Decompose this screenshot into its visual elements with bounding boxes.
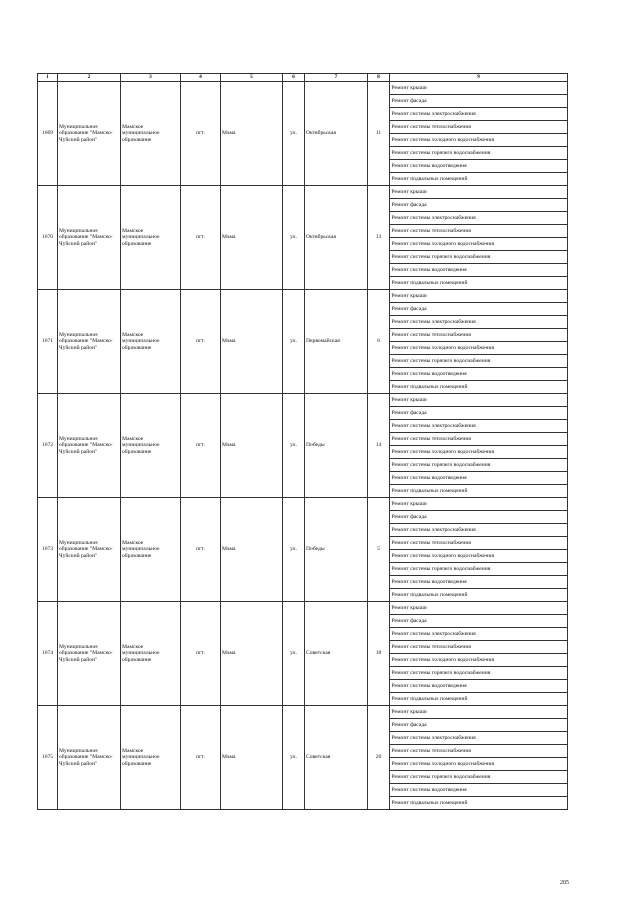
street-type-cell: ул. bbox=[283, 706, 305, 810]
work-type-cell: Ремонт системы теплоснабжения bbox=[390, 329, 568, 342]
work-type-cell: Ремонт системы водоотведения bbox=[390, 784, 568, 797]
work-type-cell: Ремонт системы электроснабжения bbox=[390, 524, 568, 537]
house-number-cell: 14 bbox=[368, 394, 390, 498]
locality-name-cell: Мама bbox=[221, 290, 283, 394]
work-type-cell: Ремонт подвальных помещений bbox=[390, 173, 568, 186]
municipality-cell: Муниципальное образование "Мамско-Чуйский район" bbox=[58, 290, 121, 394]
house-number-cell: 6 bbox=[368, 290, 390, 394]
settlement-cell: Мамское муниципальное образование bbox=[121, 186, 181, 290]
work-type-cell: Ремонт крыши bbox=[390, 186, 568, 199]
row-number-cell: 1672 bbox=[38, 394, 58, 498]
work-type-cell: Ремонт системы теплоснабжения bbox=[390, 537, 568, 550]
work-type-cell: Ремонт системы горячего водоснабжения bbox=[390, 771, 568, 784]
work-type-cell: Ремонт системы теплоснабжения bbox=[390, 121, 568, 134]
street-name-cell: Октябрьская bbox=[305, 82, 368, 186]
row-number-cell: 1673 bbox=[38, 498, 58, 602]
locality-name-cell: Мама bbox=[221, 706, 283, 810]
work-type-cell: Ремонт фасада bbox=[390, 95, 568, 108]
work-type-cell: Ремонт системы горячего водоснабжения bbox=[390, 355, 568, 368]
municipality-cell: Муниципальное образование "Мамско-Чуйский район" bbox=[58, 82, 121, 186]
work-type-cell: Ремонт подвальных помещений bbox=[390, 381, 568, 394]
work-type-cell: Ремонт системы водоотведения bbox=[390, 160, 568, 173]
street-name-cell: Победы bbox=[305, 394, 368, 498]
street-type-cell: ул. bbox=[283, 602, 305, 706]
table-row bbox=[38, 498, 568, 511]
work-type-cell: Ремонт системы холодного водоснабжения bbox=[390, 134, 568, 147]
work-type-cell: Ремонт фасада bbox=[390, 615, 568, 628]
settlement-cell: Мамское муниципальное образование bbox=[121, 498, 181, 602]
work-type-cell: Ремонт системы холодного водоснабжения bbox=[390, 238, 568, 251]
document-page bbox=[37, 73, 567, 808]
settlement-cell: Мамское муниципальное образование bbox=[121, 290, 181, 394]
locality-name-cell: Мама bbox=[221, 394, 283, 498]
street-type-cell: ул. bbox=[283, 82, 305, 186]
header-row bbox=[38, 74, 568, 82]
work-type-cell: Ремонт крыши bbox=[390, 394, 568, 407]
municipality-cell: Муниципальное образование "Мамско-Чуйский район" bbox=[58, 394, 121, 498]
header-col-9: 9 bbox=[390, 74, 568, 82]
work-type-cell: Ремонт фасада bbox=[390, 199, 568, 212]
header-col-5: 5 bbox=[221, 74, 283, 82]
work-type-cell: Ремонт подвальных помещений bbox=[390, 589, 568, 602]
work-type-cell: Ремонт системы горячего водоснабжения bbox=[390, 667, 568, 680]
table-row bbox=[38, 602, 568, 615]
table-row bbox=[38, 706, 568, 719]
street-name-cell: Октябрьская bbox=[305, 186, 368, 290]
work-type-cell: Ремонт системы горячего водоснабжения bbox=[390, 563, 568, 576]
table-row bbox=[38, 186, 568, 199]
page-number: 205 bbox=[560, 880, 569, 886]
street-type-cell: ул. bbox=[283, 186, 305, 290]
work-type-cell: Ремонт системы теплоснабжения bbox=[390, 641, 568, 654]
work-type-cell: Ремонт крыши bbox=[390, 498, 568, 511]
house-number-cell: 5 bbox=[368, 498, 390, 602]
work-type-cell: Ремонт системы горячего водоснабжения bbox=[390, 147, 568, 160]
work-type-cell: Ремонт системы холодного водоснабжения bbox=[390, 446, 568, 459]
settlement-cell: Мамское муниципальное образование bbox=[121, 602, 181, 706]
row-number-cell: 1674 bbox=[38, 602, 58, 706]
work-type-cell: Ремонт системы электроснабжения bbox=[390, 628, 568, 641]
header-col-4: 4 bbox=[181, 74, 221, 82]
table-body bbox=[38, 82, 568, 810]
municipality-cell: Муниципальное образование "Мамско-Чуйский район" bbox=[58, 186, 121, 290]
locality-type-cell: пгт. bbox=[181, 82, 221, 186]
work-type-cell: Ремонт крыши bbox=[390, 602, 568, 615]
work-type-cell: Ремонт системы водоотведения bbox=[390, 576, 568, 589]
street-name-cell: Победы bbox=[305, 498, 368, 602]
work-type-cell: Ремонт системы горячего водоснабжения bbox=[390, 251, 568, 264]
locality-name-cell: Мама bbox=[221, 186, 283, 290]
work-type-cell: Ремонт системы водоотведения bbox=[390, 368, 568, 381]
municipality-cell: Муниципальное образование "Мамско-Чуйский район" bbox=[58, 498, 121, 602]
table-row bbox=[38, 82, 568, 95]
house-number-cell: 13 bbox=[368, 186, 390, 290]
settlement-cell: Мамское муниципальное образование bbox=[121, 82, 181, 186]
locality-type-cell: пгт. bbox=[181, 602, 221, 706]
work-type-cell: Ремонт крыши bbox=[390, 290, 568, 303]
locality-type-cell: пгт. bbox=[181, 706, 221, 810]
locality-type-cell: пгт. bbox=[181, 290, 221, 394]
header-col-1: 1 bbox=[38, 74, 58, 82]
header-col-8: 8 bbox=[368, 74, 390, 82]
work-type-cell: Ремонт фасада bbox=[390, 407, 568, 420]
work-type-cell: Ремонт подвальных помещений bbox=[390, 485, 568, 498]
street-name-cell: Советская bbox=[305, 602, 368, 706]
locality-type-cell: пгт. bbox=[181, 394, 221, 498]
header-col-3: 3 bbox=[121, 74, 181, 82]
locality-name-cell: Мама bbox=[221, 602, 283, 706]
municipality-cell: Муниципальное образование "Мамско-Чуйский район" bbox=[58, 602, 121, 706]
work-type-cell: Ремонт системы электроснабжения bbox=[390, 316, 568, 329]
work-type-cell: Ремонт системы водоотведения bbox=[390, 680, 568, 693]
street-type-cell: ул. bbox=[283, 498, 305, 602]
work-type-cell: Ремонт крыши bbox=[390, 82, 568, 95]
street-name-cell: Советская bbox=[305, 706, 368, 810]
work-type-cell: Ремонт подвальных помещений bbox=[390, 693, 568, 706]
locality-name-cell: Мама bbox=[221, 498, 283, 602]
repair-table bbox=[37, 73, 568, 810]
table-row bbox=[38, 394, 568, 407]
table-row bbox=[38, 290, 568, 303]
work-type-cell: Ремонт фасада bbox=[390, 511, 568, 524]
work-type-cell: Ремонт системы холодного водоснабжения bbox=[390, 758, 568, 771]
house-number-cell: 11 bbox=[368, 82, 390, 186]
work-type-cell: Ремонт системы горячего водоснабжения bbox=[390, 459, 568, 472]
house-number-cell: 20 bbox=[368, 706, 390, 810]
work-type-cell: Ремонт крыши bbox=[390, 706, 568, 719]
locality-name-cell: Мама bbox=[221, 82, 283, 186]
work-type-cell: Ремонт фасада bbox=[390, 719, 568, 732]
locality-type-cell: пгт. bbox=[181, 498, 221, 602]
work-type-cell: Ремонт системы теплоснабжения bbox=[390, 433, 568, 446]
locality-type-cell: пгт. bbox=[181, 186, 221, 290]
row-number-cell: 1671 bbox=[38, 290, 58, 394]
work-type-cell: Ремонт фасада bbox=[390, 303, 568, 316]
work-type-cell: Ремонт системы электроснабжения bbox=[390, 732, 568, 745]
header-col-6: 6 bbox=[283, 74, 305, 82]
work-type-cell: Ремонт системы водоотведения bbox=[390, 472, 568, 485]
work-type-cell: Ремонт системы холодного водоснабжения bbox=[390, 342, 568, 355]
work-type-cell: Ремонт подвальных помещений bbox=[390, 797, 568, 810]
work-type-cell: Ремонт системы электроснабжения bbox=[390, 212, 568, 225]
header-col-2: 2 bbox=[58, 74, 121, 82]
work-type-cell: Ремонт системы теплоснабжения bbox=[390, 745, 568, 758]
work-type-cell: Ремонт подвальных помещений bbox=[390, 277, 568, 290]
settlement-cell: Мамское муниципальное образование bbox=[121, 394, 181, 498]
settlement-cell: Мамское муниципальное образование bbox=[121, 706, 181, 810]
work-type-cell: Ремонт системы водоотведения bbox=[390, 264, 568, 277]
work-type-cell: Ремонт системы электроснабжения bbox=[390, 420, 568, 433]
row-number-cell: 1675 bbox=[38, 706, 58, 810]
street-type-cell: ул. bbox=[283, 394, 305, 498]
row-number-cell: 1670 bbox=[38, 186, 58, 290]
house-number-cell: 18 bbox=[368, 602, 390, 706]
street-type-cell: ул. bbox=[283, 290, 305, 394]
row-number-cell: 1669 bbox=[38, 82, 58, 186]
work-type-cell: Ремонт системы холодного водоснабжения bbox=[390, 654, 568, 667]
header-col-7: 7 bbox=[305, 74, 368, 82]
municipality-cell: Муниципальное образование "Мамско-Чуйский район" bbox=[58, 706, 121, 810]
street-name-cell: Первомайская bbox=[305, 290, 368, 394]
work-type-cell: Ремонт системы холодного водоснабжения bbox=[390, 550, 568, 563]
work-type-cell: Ремонт системы электроснабжения bbox=[390, 108, 568, 121]
work-type-cell: Ремонт системы теплоснабжения bbox=[390, 225, 568, 238]
